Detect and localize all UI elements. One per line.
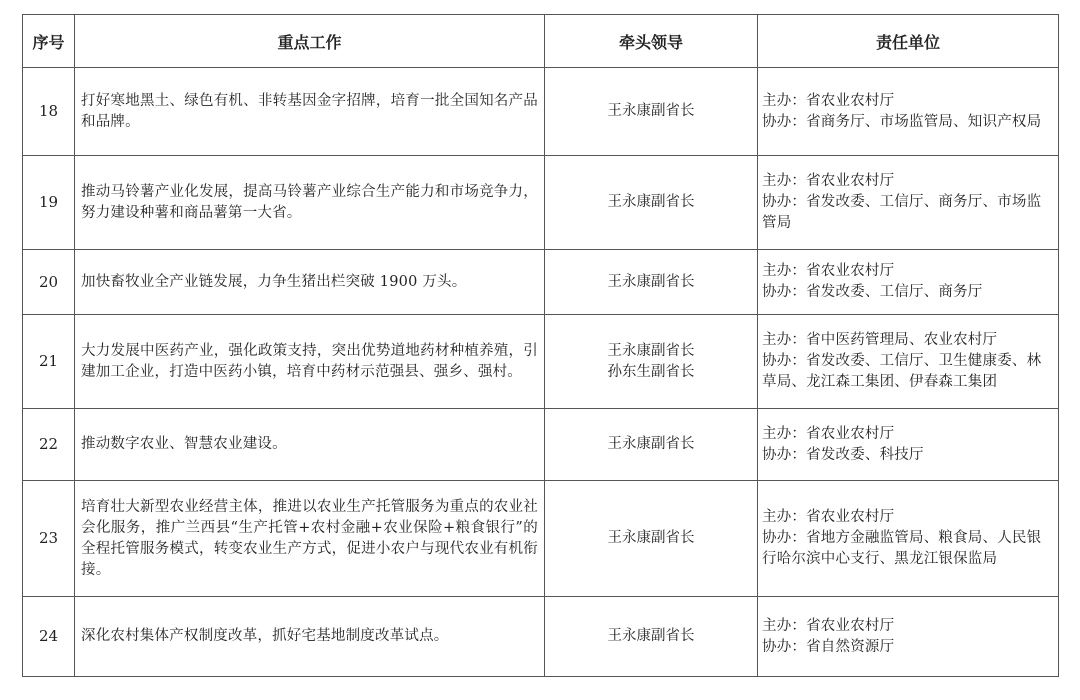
row-leader bbox=[545, 315, 758, 409]
row-unit bbox=[758, 250, 1059, 315]
unit-assist: 协办：省发改委、工信厅、商务厅 bbox=[762, 284, 983, 300]
row-leader bbox=[545, 597, 758, 677]
leader-name: 王永康副省长 bbox=[607, 530, 695, 546]
row-unit bbox=[758, 597, 1059, 677]
row-leader bbox=[545, 481, 758, 597]
row-leader bbox=[545, 250, 758, 315]
row-work: 推动数字农业、智慧农业建设。 bbox=[75, 409, 545, 481]
row-index: 19 bbox=[23, 156, 75, 250]
row-work: 培育壮大新型农业经营主体，推进以农业生产托管服务为重点的农业社会化服务，推广兰西县“生产托管+农村金融+农业保险+粮食银行”的全程托管服务模式，转变农业生产方式，促进小农户与现代农业有机衔接。 bbox=[75, 481, 545, 597]
row-unit bbox=[758, 315, 1059, 409]
header-unit: 责任单位 bbox=[758, 15, 1059, 68]
row-leader bbox=[545, 68, 758, 156]
header-index: 序号 bbox=[23, 15, 75, 68]
table-row bbox=[23, 68, 1059, 156]
leader-name: 王永康副省长 bbox=[607, 194, 695, 210]
unit-host: 主办：省农业农村厅 bbox=[762, 509, 895, 525]
table-row bbox=[23, 481, 1059, 597]
row-work: 打好寒地黑土、绿色有机、非转基因金字招牌，培育一批全国知名产品和品牌。 bbox=[75, 68, 545, 156]
leader-name: 王永康副省长 bbox=[607, 628, 695, 644]
row-unit bbox=[758, 68, 1059, 156]
unit-assist: 协办：省发改委、科技厅 bbox=[762, 446, 924, 463]
leader-name: 王永康副省长 bbox=[607, 436, 695, 452]
row-unit bbox=[758, 409, 1059, 481]
leader-name: 王永康副省长 bbox=[607, 342, 695, 359]
row-work: 深化农村集体产权制度改革，抓好宅基地制度改革试点。 bbox=[75, 597, 545, 677]
row-unit bbox=[758, 156, 1059, 250]
unit-assist: 协办：省地方金融监管局、粮食局、人民银行哈尔滨中心支行、黑龙江银保监局 bbox=[762, 530, 1042, 567]
unit-host: 主办：省农业农村厅 bbox=[762, 617, 895, 634]
unit-assist: 协办：省发改委、工信厅、商务厅、市场监管局 bbox=[762, 194, 1042, 231]
row-leader bbox=[545, 156, 758, 250]
row-work: 大力发展中医药产业，强化政策支持，突出优势道地药材种植养殖，引建加工企业，打造中医药小镇，培育中药材示范强县、强乡、强村。 bbox=[75, 315, 545, 409]
unit-host: 主办：省农业农村厅 bbox=[762, 263, 895, 279]
row-index: 23 bbox=[23, 481, 75, 597]
row-index: 21 bbox=[23, 315, 75, 409]
header-row bbox=[23, 15, 1059, 68]
leader-name: 王永康副省长 bbox=[607, 103, 695, 119]
table-row bbox=[23, 597, 1059, 677]
table-row bbox=[23, 156, 1059, 250]
unit-host: 主办：省农业农村厅 bbox=[762, 425, 895, 442]
unit-assist: 协办：省商务厅、市场监管局、知识产权局 bbox=[762, 113, 1042, 130]
row-index: 18 bbox=[23, 68, 75, 156]
key-work-table bbox=[22, 14, 1059, 677]
unit-host: 主办：省农业农村厅 bbox=[762, 173, 895, 189]
header-leader: 牵头领导 bbox=[545, 15, 758, 68]
row-index: 24 bbox=[23, 597, 75, 677]
row-index: 20 bbox=[23, 250, 75, 315]
table-row bbox=[23, 250, 1059, 315]
table-row bbox=[23, 409, 1059, 481]
row-work: 推动马铃薯产业化发展，提高马铃薯产业综合生产能力和市场竞争力，努力建设种薯和商品薯第一大省。 bbox=[75, 156, 545, 250]
unit-host: 主办：省中医药管理局、农业农村厅 bbox=[762, 332, 998, 348]
header-work: 重点工作 bbox=[75, 15, 545, 68]
unit-assist: 协办：省发改委、工信厅、卫生健康委、林草局、龙江森工集团、伊春森工集团 bbox=[762, 353, 1042, 390]
leader-name: 孙东生副省长 bbox=[607, 363, 695, 380]
leader-name: 王永康副省长 bbox=[607, 273, 695, 290]
unit-assist: 协办：省自然资源厅 bbox=[762, 638, 895, 655]
table-row bbox=[23, 315, 1059, 409]
unit-host: 主办：省农业农村厅 bbox=[762, 92, 895, 109]
row-unit bbox=[758, 481, 1059, 597]
row-work: 加快畜牧业全产业链发展，力争生猪出栏突破 1900 万头。 bbox=[75, 250, 545, 315]
row-leader bbox=[545, 409, 758, 481]
row-index: 22 bbox=[23, 409, 75, 481]
